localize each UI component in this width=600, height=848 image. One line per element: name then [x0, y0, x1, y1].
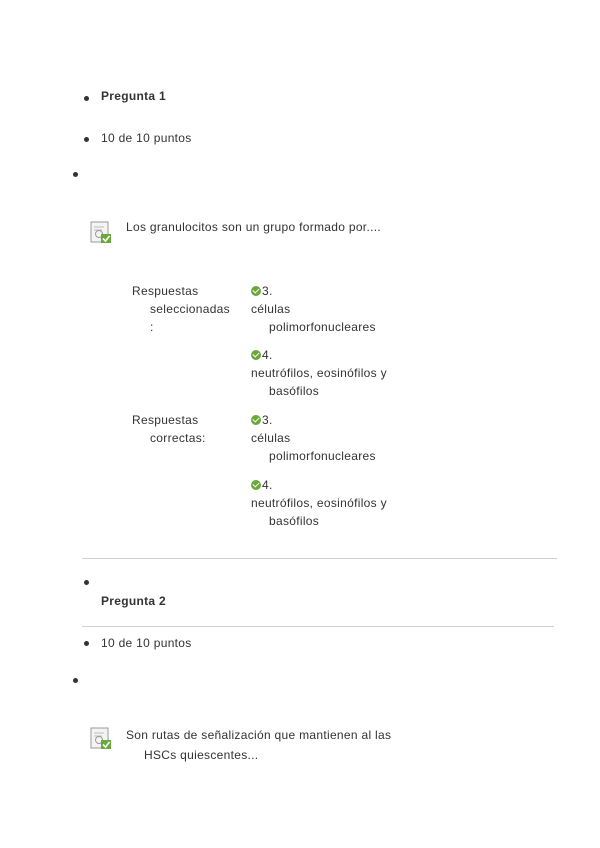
- answer-number: 3.: [262, 413, 273, 427]
- question-1-title: Pregunta 1: [101, 89, 167, 103]
- bullet: [84, 580, 89, 585]
- answer-line: basófilos: [269, 384, 320, 398]
- question-2-text: [126, 725, 391, 765]
- answer-line: polimorfonucleares: [269, 449, 376, 463]
- bullet: [84, 641, 89, 646]
- correct-answer: [251, 476, 387, 530]
- selected-answer: [251, 282, 376, 336]
- divider: [82, 558, 557, 559]
- bullet: [84, 137, 89, 142]
- question-text-line: Son rutas de señalización que mantienen al las: [126, 728, 392, 742]
- answer-line: polimorfonucleares: [269, 320, 376, 334]
- label-line: Respuestas: [132, 413, 199, 427]
- question-1-text: Los granulocitos son un grupo formado por....: [126, 220, 381, 234]
- correct-answer: [251, 411, 376, 465]
- question-1-points: 10 de 10 puntos: [101, 131, 192, 145]
- selected-answer: [251, 346, 387, 400]
- answer-line: células: [251, 302, 291, 316]
- answer-line: células: [251, 431, 291, 445]
- check-circle-icon: [251, 286, 261, 296]
- correct-answers-label: [132, 411, 206, 447]
- check-circle-icon: [251, 415, 261, 425]
- selected-answers-label: [132, 282, 230, 336]
- question-document-icon: [90, 727, 112, 749]
- question-text-line: HSCs quiescentes...: [144, 748, 259, 762]
- divider: [82, 626, 554, 627]
- answer-line: neutrófilos, eosinófilos y: [251, 366, 387, 380]
- label-line: seleccionadas: [150, 302, 230, 316]
- check-circle-icon: [251, 350, 261, 360]
- check-circle-icon: [251, 480, 261, 490]
- question-2-points: 10 de 10 puntos: [101, 636, 192, 650]
- answer-number: 3.: [262, 284, 273, 298]
- label-line: correctas:: [150, 431, 206, 445]
- bullet: [73, 678, 78, 683]
- answer-line: basófilos: [269, 514, 320, 528]
- answer-number: 4.: [262, 348, 273, 362]
- label-line: :: [150, 320, 154, 334]
- bullet: [84, 96, 89, 101]
- answer-line: neutrófilos, eosinófilos y: [251, 496, 387, 510]
- label-line: Respuestas: [132, 284, 199, 298]
- question-document-icon: [90, 221, 112, 243]
- bullet: [73, 172, 78, 177]
- answer-number: 4.: [262, 478, 273, 492]
- question-2-title: Pregunta 2: [101, 594, 167, 608]
